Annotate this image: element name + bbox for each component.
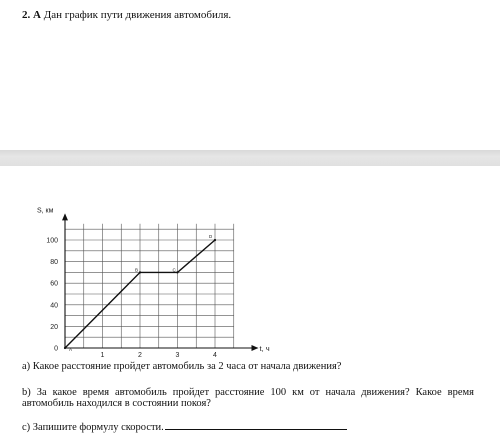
question-c [22,420,347,433]
task-number: 2. А [22,9,41,21]
x-axis-arrow [252,345,259,351]
y-axis-arrow [62,213,68,220]
point-label-d: D [209,234,213,239]
point-c [176,271,178,273]
question-a: а) Какое расстояние пройдет автомобиль за 2 часа от начала движения? [22,361,342,372]
answer-line[interactable] [165,420,347,430]
point-b [139,271,141,273]
task-title: Дан график пути движения автомобиля. [43,9,232,21]
page-divider [0,150,500,166]
x-tick-label: 1 [100,352,105,359]
task-heading [22,9,231,21]
point-a [64,347,66,349]
point-label-c: C [172,267,176,273]
question-b: b) За какое время автомобиль пройдет расстояние 100 км от начала движения? Какое время автомобиль находился в состоянии покоя? [22,387,474,409]
worksheet-page-top [0,0,500,150]
point-d [214,239,216,241]
y-tick-label: 100 [46,237,58,245]
distance-time-chart [0,166,500,361]
y-axis-title: S, км [37,207,54,215]
x-tick-label: 4 [213,352,217,359]
question-c-text: c) Запишите формулу скорости. [22,422,164,433]
x-axis-title: t, ч [259,344,270,353]
point-label-b: B [135,267,139,273]
chart-grid [65,224,234,348]
y-tick-label: 60 [50,280,58,288]
y-tick-label: 40 [50,302,58,310]
y-tick-label: 20 [50,323,58,331]
x-tick-label: 3 [175,352,180,359]
chart-axes [62,213,259,351]
x-tick-label: 2 [138,352,142,359]
y-tick-label: 80 [50,259,58,267]
point-label-a: A [69,347,73,352]
y-tick-label: 0 [54,345,58,353]
